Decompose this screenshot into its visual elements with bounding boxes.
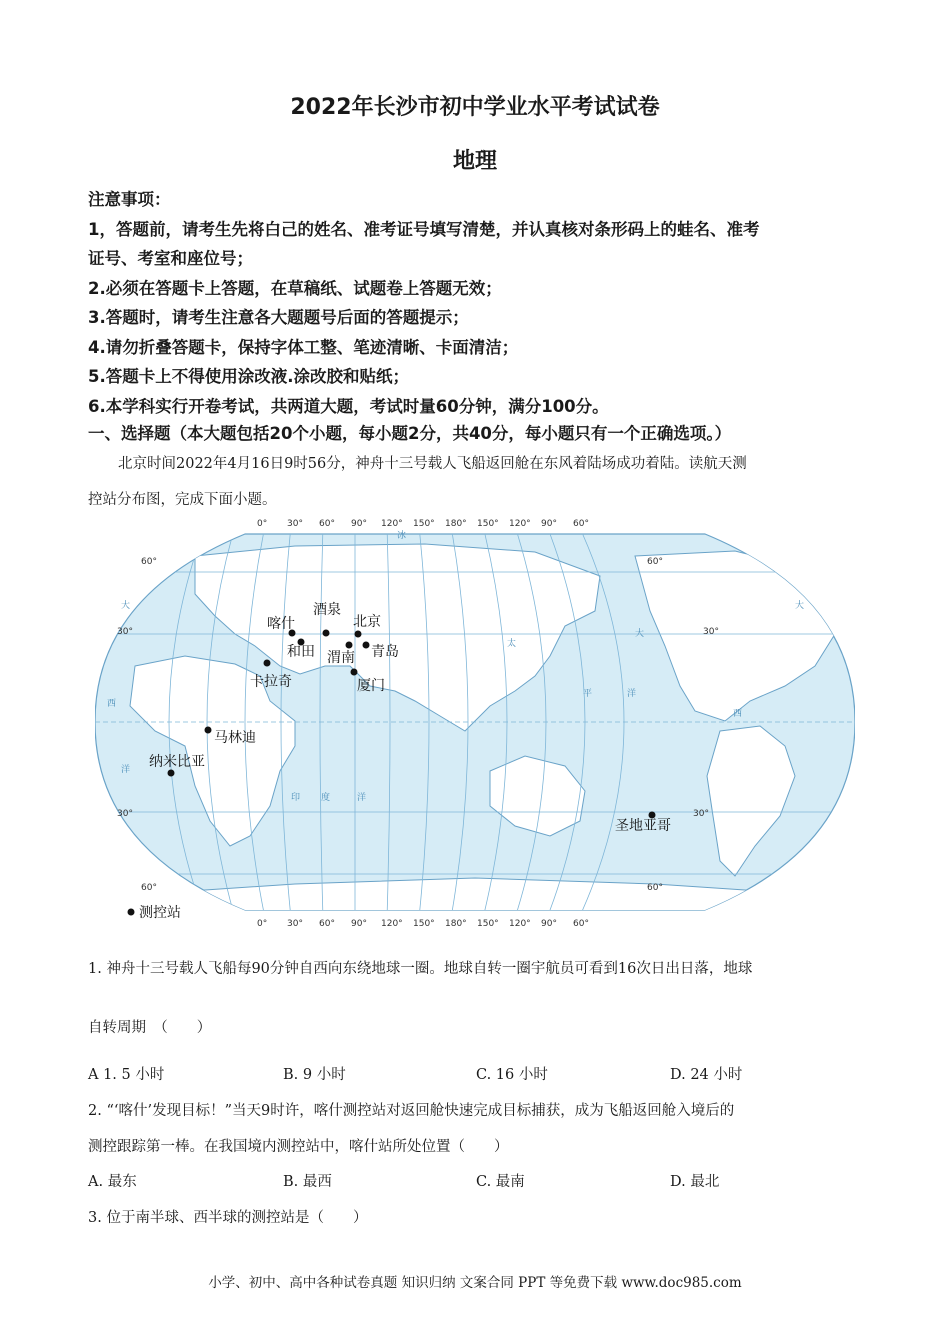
section-heading: 一、选择题（本大题包括20个小题，每小题2分，共40分，每小题只有一个正确选项。） [88,424,732,443]
svg-text:90°: 90° [351,519,367,529]
svg-text:180°: 180° [445,919,467,928]
station-label-weinan: 渭南 [327,650,355,666]
station-dot-malindi [205,727,212,734]
svg-text:30°: 30° [703,627,719,637]
notice-line-4: 4.请勿折叠答题卡，保持字体工整、笔迹清晰、卡面清洁； [88,338,519,357]
station-label-xiamen: 厦门 [357,678,385,694]
station-label-jiuquan: 酒泉 [313,602,341,618]
svg-text:太: 太 [507,639,517,649]
notice-line-1b: 证号、考室和座位号； [88,249,253,268]
svg-text:西: 西 [733,709,743,719]
q1-stem-a: 1. 神舟十三号载人飞船每90分钟自西向东绕地球一圈。地球自转一圈宇航员可看到16次日出日落，地球 [88,961,753,977]
svg-text:60°: 60° [319,919,335,928]
q3-stem: 3. 位于南半球、西半球的测控站是（ ） [88,1210,368,1226]
svg-text:120°: 120° [381,519,403,529]
svg-text:120°: 120° [509,519,531,529]
intro-line-b: 控站分布图，完成下面小题。 [88,492,277,508]
svg-text:印: 印 [291,793,301,803]
station-label-namibia: 纳米比亚 [149,754,205,770]
q1-option-d[interactable]: D. 24 小时 [670,1067,743,1083]
station-label-beijing: 北京 [353,614,381,630]
station-label-santiago: 圣地亚哥 [615,818,671,834]
svg-text:60°: 60° [573,919,589,928]
q1-option-b[interactable]: B. 9 小时 [283,1067,346,1083]
svg-text:60°: 60° [573,519,589,529]
svg-text:60°: 60° [647,883,663,893]
q1-option-a[interactable]: A 1. 5 小时 [88,1067,165,1083]
svg-text:60°: 60° [141,883,157,893]
svg-text:30°: 30° [117,809,133,819]
station-dot-beijing [355,631,362,638]
svg-text:洋: 洋 [627,689,637,699]
subject-title: 地理 [452,149,497,174]
bottom-longitude-labels [257,919,589,928]
svg-text:0°: 0° [257,519,268,529]
svg-text:洋: 洋 [357,793,367,803]
svg-text:30°: 30° [287,919,303,928]
notice-heading: 注意事项： [88,190,171,209]
svg-text:150°: 150° [413,919,435,928]
svg-text:150°: 150° [477,519,499,529]
station-label-malindi: 马林迪 [214,730,256,746]
station-label-kashi: 喀什 [267,616,295,632]
svg-text:西: 西 [107,699,117,709]
notice-line-5: 5.答题卡上不得使用涂改液.涂改胶和贴纸； [88,367,410,386]
q2-option-a[interactable]: A. 最东 [88,1174,137,1190]
q1-stem-b: 自转周期 （ ） [88,1020,212,1036]
svg-text:90°: 90° [541,519,557,529]
q2-stem-b: 测控跟踪第一棒。在我国境内测控站中，喀什站所处位置（ ） [88,1139,509,1155]
svg-text:120°: 120° [381,919,403,928]
notice-line-6: 6.本学科实行开卷考试，共两道大题，考试时量60分钟，满分100分。 [88,397,609,416]
svg-text:冰: 冰 [397,531,407,541]
page-footer: 小学、初中、高中各种试卷真题 知识归纳 文案合同 PPT 等免费下载 www.doc985.com [208,1275,742,1291]
svg-text:30°: 30° [117,627,133,637]
svg-text:180°: 180° [445,519,467,529]
station-dot-namibia [168,770,175,777]
station-dot-weinan [346,642,353,649]
notice-line-3: 3.答题时，请考生注意各大题题号后面的答题提示； [88,308,469,327]
svg-text:60°: 60° [647,557,663,567]
map-legend [128,904,182,921]
svg-text:平: 平 [583,689,593,699]
svg-text:30°: 30° [287,519,303,529]
station-dot-qingdao [363,642,370,649]
q2-option-d[interactable]: D. 最北 [670,1174,720,1190]
q2-option-b[interactable]: B. 最西 [283,1174,332,1190]
svg-text:150°: 150° [413,519,435,529]
station-dot-karachi [264,660,271,667]
svg-text:度: 度 [321,793,331,803]
svg-text:洋: 洋 [121,765,131,775]
station-dot-jiuquan [323,630,330,637]
station-label-hetian: 和田 [287,644,315,660]
svg-text:大: 大 [795,601,805,611]
svg-text:0°: 0° [257,919,268,928]
svg-text:大: 大 [121,601,131,611]
svg-text:30°: 30° [693,809,709,819]
intro-line-a: 北京时间2022年4月16日9时56分，神舟十三号载人飞船返回舱在东风着陆场成功着陆。读航天测 [118,456,747,472]
station-label-karachi: 卡拉奇 [250,674,292,690]
world-map-figure [95,516,855,928]
svg-text:90°: 90° [541,919,557,928]
top-longitude-labels [257,519,589,529]
svg-text:90°: 90° [351,919,367,928]
svg-text:60°: 60° [319,519,335,529]
svg-text:大: 大 [635,629,645,639]
svg-text:120°: 120° [509,919,531,928]
station-label-qingdao: 青岛 [371,644,399,660]
legend-label: 测控站 [139,905,181,921]
notice-line-2: 2.必须在答题卡上答题，在草稿纸、试题卷上答题无效； [88,279,502,298]
exam-title: 2022年长沙市初中学业水平考试试卷 [290,95,660,120]
notice-line-1a: 1，答题前，请考生先将白己的姓名、准考证号填写清楚，并认真核对条形码上的蛙名、准考 [88,220,760,239]
svg-text:150°: 150° [477,919,499,928]
q2-stem-a: 2. “‘喀什’发现目标！”当天9时许，喀什测控站对返回舱快速完成目标捕获，成为飞船返回舱入境后的 [88,1103,735,1119]
q1-option-c[interactable]: C. 16 小时 [476,1067,548,1083]
svg-text:60°: 60° [141,557,157,567]
station-dot-xiamen [351,669,358,676]
q2-option-c[interactable]: C. 最南 [476,1174,525,1190]
